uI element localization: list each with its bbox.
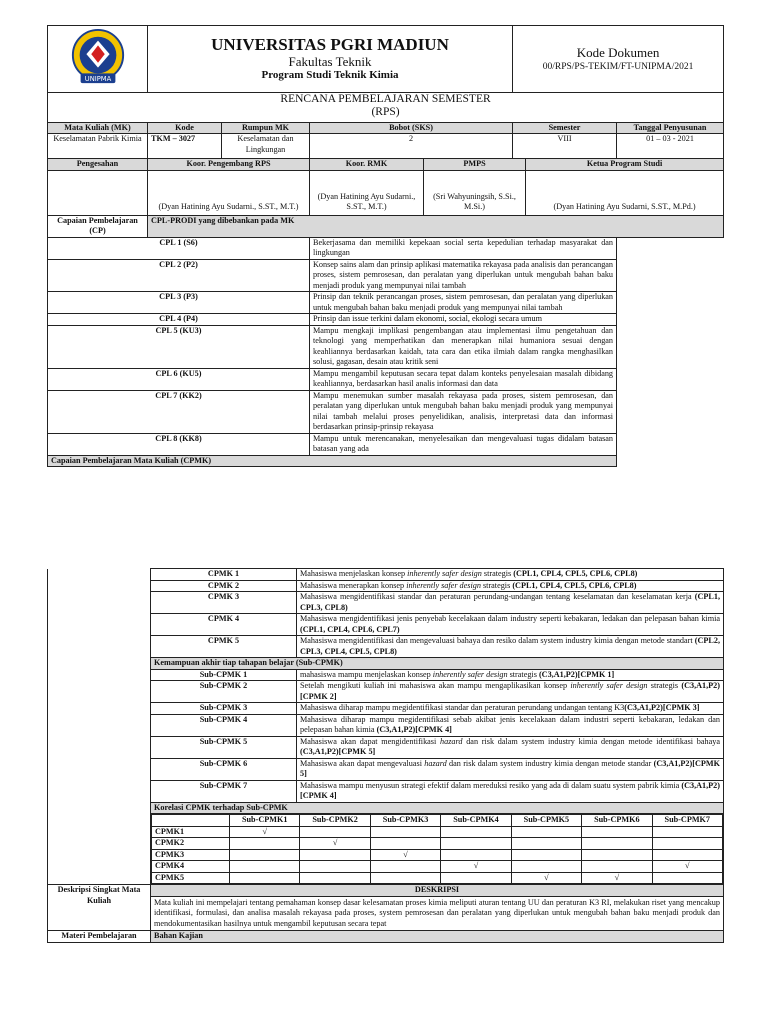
cpl-text: Mampu mengkaji implikasi pengembangan atau implementasi ilmu pengetahuan dan teknologi yang memperhatikan dan menerapkan nilai humaniora sesuai dengan keahliannya berdasarkan kaidah, tata cara dan etika ilmiah dalam rangka menghasilkan solusi, gagasan, desain atau kritik seni bbox=[310, 325, 617, 368]
kode-dokumen-cell bbox=[513, 26, 724, 93]
cpl-text: Mampu menemukan sumber masalah rekayasa pada proses, sistem pemrosesan, dan peralatan yang diperlukan untuk mengubah bahan baku menjadi produk yang mempunyai nilai tambah melalui proses penyelidikan, analisis, interpretasi data dan informasi berdasarkan prinsip-prinsip rekayasa bbox=[310, 390, 617, 433]
university-logo bbox=[69, 28, 127, 86]
cpl-row bbox=[48, 259, 724, 292]
corr-row-label: CPMK4 bbox=[152, 861, 230, 873]
left-spacer bbox=[48, 814, 151, 885]
kode-dokumen-label: Kode Dokumen bbox=[576, 44, 660, 60]
course-code: TKM – 3027 bbox=[148, 134, 222, 159]
course-rumpun: Keselamatan dan Lingkungan bbox=[222, 134, 310, 159]
sub-cpmk-a: Setelah mengikuti kuliah ini mahasiswa akan mampu mengaplikasikan konsep bbox=[300, 681, 571, 690]
cpl-row bbox=[48, 390, 724, 433]
left-spacer bbox=[48, 658, 151, 670]
left-spacer bbox=[48, 681, 151, 703]
correlation-matrix bbox=[151, 814, 723, 884]
cpl-row bbox=[48, 433, 724, 455]
cpmk-table bbox=[47, 568, 724, 943]
sub-cpmk-text bbox=[297, 758, 724, 780]
rps-title: RENCANA PEMBELAJARAN SEMESTER bbox=[280, 92, 491, 105]
sub-cpmk-row bbox=[48, 669, 724, 681]
course-semester: VIII bbox=[513, 134, 617, 159]
sub-cpmk-a: Mahasiswa diharap mampu megidentifikasi standar dan peraturan perundang undangan tentang K3 bbox=[300, 703, 625, 712]
cpmk-row bbox=[48, 636, 724, 658]
cpmk-row bbox=[48, 580, 724, 592]
faculty-name: Fakultas Teknik bbox=[288, 54, 372, 70]
cpl-text: Mampu mengambil keputusan secara tepat dalam konteks penyelesaian masalah dibidang keahliannya, berdasarkan hasil analis informasi dan data bbox=[310, 368, 617, 390]
sub-cpmk-a: mahasiswa mampu menjelaskan konsep bbox=[300, 669, 433, 679]
cpmk-rows bbox=[48, 569, 724, 658]
corr-check-mark: √ bbox=[300, 838, 370, 850]
deskripsi-label: Deskripsi Singkat Mata Kuliah bbox=[48, 885, 151, 931]
pengesahan-koor-rmk: Koor. RMK bbox=[310, 159, 424, 171]
signature-kaprodi: (Dyan Hatining Ayu Sudarni, S.ST., M.Pd.) bbox=[526, 170, 724, 215]
cpmk-ref: (CPL2, CPL3, CPL4, CPL5, CPL8) bbox=[300, 636, 720, 656]
cpmk-code: CPMK 4 bbox=[151, 614, 297, 636]
sub-cpmk-row bbox=[48, 681, 724, 703]
cpmk-b: strategis bbox=[481, 569, 514, 578]
sub-cpmk-a: Mahasiswa akan dapat mengidentifikasi bbox=[300, 736, 441, 746]
corr-empty-cell bbox=[230, 861, 300, 873]
corr-check-mark: √ bbox=[652, 861, 722, 873]
sub-cpmk-b: dan risk dalam system industry kimia dengan metode standar bbox=[446, 758, 654, 768]
cpmk-ref: (CPL1, CPL4, CPL5, CPL6, CPL8) bbox=[512, 580, 637, 590]
cpl-text: Konsep sains alam dan prinsip aplikasi matematika rekayasa pada analisis dan perancangan proses, sistem pemrosesan, dan peralatan yang diperlukan untuk mengubah bahan baku menjadi produk yang mempunyai nilai tambah bbox=[310, 259, 617, 292]
sub-cpmk-code: Sub-CPMK 7 bbox=[151, 780, 297, 802]
corr-check-mark: √ bbox=[230, 826, 300, 838]
left-spacer bbox=[48, 714, 151, 736]
cpmk-text bbox=[297, 614, 724, 636]
course-header-mk: Mata Kuliah (MK) bbox=[48, 122, 148, 134]
sub-cpmk-i: hazard bbox=[424, 758, 447, 768]
cpl-text: Prinsip dan teknik perancangan proses, sistem pemrosesan, dan peralatan yang diperlukan untuk mengubah bahan baku menjadi produk yang mempunyai nilai tambah bbox=[310, 292, 617, 314]
sub-cpmk-text bbox=[297, 780, 724, 802]
corr-empty-cell bbox=[441, 849, 511, 861]
program-name: Program Studi Teknik Kimia bbox=[261, 69, 399, 82]
cpmk-a: Mahasiswa mengidentifikasi standar dan peraturan perundang-undangan tentang keselamatan dan keselamatan kerja bbox=[300, 592, 695, 601]
cpl-row bbox=[48, 368, 724, 390]
cpmk-a: Mahasiswa menjelaskan konsep bbox=[300, 569, 408, 578]
cpl-row bbox=[48, 314, 724, 326]
corr-empty-cell bbox=[582, 861, 652, 873]
corr-col-header: Sub-CPMK4 bbox=[441, 815, 511, 827]
cpmk-row bbox=[48, 569, 724, 581]
sub-cpmk-a: Mahasiswa mampu menyusun strategi efektif dalam mereduksi resiko yang ada di dalam suatu system pabrik kimia bbox=[300, 780, 682, 790]
course-tanggal: 01 – 03 - 2021 bbox=[617, 134, 724, 159]
sub-cpmk-rows bbox=[48, 669, 724, 802]
left-spacer bbox=[48, 592, 151, 614]
corr-empty-cell bbox=[441, 872, 511, 884]
cp-label: Capaian Pembelajaran (CP) bbox=[48, 215, 148, 237]
corr-check-mark: √ bbox=[511, 872, 581, 884]
sub-cpmk-ref: (C3,A1,P2)[CPMK 2] bbox=[300, 681, 720, 701]
corr-empty-cell bbox=[582, 838, 652, 850]
corr-col-header: Sub-CPMK7 bbox=[652, 815, 722, 827]
corr-col-header: Sub-CPMK5 bbox=[511, 815, 581, 827]
materi-title: Bahan Kajian bbox=[151, 931, 724, 943]
sub-cpmk-code: Sub-CPMK 4 bbox=[151, 714, 297, 736]
materi-label: Materi Pembelajaran bbox=[48, 931, 151, 943]
cpl-text: Prinsip dan issue terkini dalam ekonomi, social, ekologi secara umum bbox=[310, 314, 617, 326]
cpmk-ref: (CPL1, CPL3, CPL8) bbox=[300, 592, 720, 612]
corr-empty-cell bbox=[652, 872, 722, 884]
corr-check-mark: √ bbox=[370, 849, 440, 861]
cpmk-i: inherently safer design bbox=[407, 569, 482, 578]
corr-empty-cell bbox=[441, 838, 511, 850]
corr-row-label: CPMK2 bbox=[152, 838, 230, 850]
sub-cpmk-b: strategis bbox=[507, 669, 539, 679]
cpmk-text bbox=[297, 580, 724, 592]
cpl-row bbox=[48, 292, 724, 314]
corr-empty-cell bbox=[300, 872, 370, 884]
sub-cpmk-ref: (C3,A1,P2)[CPMK 5] bbox=[300, 758, 720, 778]
course-header-semester: Semester bbox=[513, 122, 617, 134]
cpl-row bbox=[48, 325, 724, 368]
sub-cpmk-a: Mahasiswa diharap mampu megidentifikasi sebab akibat jenis kecelakaan dalam industri seperti kebakaran, ledakan dan pelepasan bahan kimia bbox=[300, 714, 720, 734]
sub-cpmk-title: Kemampuan akhir tiap tahapan belajar (Sub-CPMK) bbox=[151, 658, 724, 670]
corr-empty-cell bbox=[370, 826, 440, 838]
correlation-header-row bbox=[152, 815, 723, 827]
pengesahan-label: Pengesahan bbox=[48, 159, 148, 171]
course-header-kode: Kode bbox=[148, 122, 222, 134]
signature-koor-rmk: (Dyan Hatining Ayu Sudarni., S.ST., M.T.) bbox=[310, 170, 424, 215]
kode-dokumen-value: 00/RPS/PS-TEKIM/FT-UNIPMA/2021 bbox=[542, 61, 694, 72]
sub-cpmk-code: Sub-CPMK 5 bbox=[151, 736, 297, 758]
sub-cpmk-code: Sub-CPMK 1 bbox=[151, 669, 297, 681]
deskripsi-title: DESKRIPSI bbox=[151, 885, 723, 897]
cpmk-ref: (CPL1, CPL4, CPL6, CPL7) bbox=[300, 624, 400, 634]
corr-empty-cell bbox=[230, 872, 300, 884]
corr-empty-cell bbox=[652, 849, 722, 861]
sub-cpmk-row bbox=[48, 758, 724, 780]
cpl-text: Bekerjasama dan memiliki kepekaan social serta kepedulian terhadap masyarakat dan lingkungan bbox=[310, 237, 617, 259]
sub-cpmk-row bbox=[48, 703, 724, 715]
cpl-prodi-title: CPL-PRODI yang dibebankan pada MK bbox=[148, 215, 724, 237]
sub-cpmk-text bbox=[297, 669, 724, 681]
cpmk-row bbox=[48, 592, 724, 614]
corr-empty-cell bbox=[300, 826, 370, 838]
corr-row bbox=[152, 849, 723, 861]
corr-row-label: CPMK5 bbox=[152, 872, 230, 884]
corr-col-header: Sub-CPMK1 bbox=[230, 815, 300, 827]
cpmk-ref: (CPL1, CPL4, CPL5, CPL6, CPL8) bbox=[513, 569, 638, 578]
corr-empty-cell bbox=[230, 849, 300, 861]
left-spacer bbox=[48, 780, 151, 802]
corr-empty-cell bbox=[370, 861, 440, 873]
correlation-cell bbox=[151, 814, 724, 885]
cpl-code: CPL 5 (KU3) bbox=[48, 325, 310, 368]
sub-cpmk-b: dan risk dalam system industry kimia dengan metode identifikasi bahaya bbox=[462, 736, 720, 746]
corr-empty-cell bbox=[511, 826, 581, 838]
course-header-tanggal: Tanggal Penyusunan bbox=[617, 122, 724, 134]
sub-cpmk-text bbox=[297, 736, 724, 758]
rps-title-cell bbox=[48, 92, 724, 122]
corr-empty-cell bbox=[511, 861, 581, 873]
cpmk-code: CPMK 2 bbox=[151, 580, 297, 592]
title-cell bbox=[148, 26, 513, 93]
cpmk-text bbox=[297, 636, 724, 658]
corr-col-header: Sub-CPMK2 bbox=[300, 815, 370, 827]
left-spacer bbox=[48, 580, 151, 592]
cpl-code: CPL 1 (S6) bbox=[48, 237, 310, 259]
corr-empty-cell bbox=[652, 838, 722, 850]
sub-cpmk-text bbox=[297, 714, 724, 736]
cpmk-code: CPMK 1 bbox=[151, 569, 297, 581]
sub-cpmk-a: Mahasiswa akan dapat mengevaluasi bbox=[300, 758, 425, 768]
cpl-code: CPL 4 (P4) bbox=[48, 314, 310, 326]
correlation-body bbox=[152, 826, 723, 884]
course-header-rumpun: Rumpun MK bbox=[222, 122, 310, 134]
cpmk-i: inherently safer design bbox=[406, 580, 481, 590]
corr-empty-cell bbox=[582, 849, 652, 861]
left-spacer bbox=[48, 736, 151, 758]
correlation-title: Korelasi CPMK terhadap Sub-CPMK bbox=[151, 802, 724, 814]
left-spacer bbox=[48, 758, 151, 780]
corr-row bbox=[152, 872, 723, 884]
corr-corner bbox=[152, 815, 230, 827]
corr-empty-cell bbox=[582, 826, 652, 838]
sub-cpmk-ref: (C3,A1,P2)[CPMK 3] bbox=[624, 703, 700, 712]
sub-cpmk-i: hazard bbox=[440, 736, 463, 746]
rps-abbr: (RPS) bbox=[371, 105, 400, 118]
cpl-rows bbox=[48, 237, 724, 455]
corr-row bbox=[152, 861, 723, 873]
sub-cpmk-i: inherently safer design bbox=[432, 669, 508, 679]
logo-text: UNIPMA bbox=[84, 75, 111, 84]
left-spacer bbox=[48, 802, 151, 814]
cpl-code: CPL 2 (P2) bbox=[48, 259, 310, 292]
corr-empty-cell bbox=[652, 826, 722, 838]
left-spacer bbox=[48, 703, 151, 715]
corr-row-label: CPMK1 bbox=[152, 826, 230, 838]
sub-cpmk-i: inherently safer design bbox=[570, 681, 648, 690]
corr-row-label: CPMK3 bbox=[152, 849, 230, 861]
corr-empty-cell bbox=[300, 861, 370, 873]
corr-check-mark: √ bbox=[582, 872, 652, 884]
sub-cpmk-ref: (C3,A1,P2)[CPMK 1] bbox=[538, 669, 615, 679]
sub-cpmk-ref: (C3,A1,P2)[CPMK 5] bbox=[300, 747, 376, 756]
cpl-text: Mampu untuk merencanakan, menyelesaikan dan mengevaluasi tugas didalam batasan batasan yang ada bbox=[310, 433, 617, 455]
course-bobot: 2 bbox=[310, 134, 513, 159]
rps-header-table bbox=[47, 25, 724, 467]
cpmk-text bbox=[297, 592, 724, 614]
university-name: UNIVERSITAS PGRI MADIUN bbox=[211, 35, 449, 55]
cpl-code: CPL 7 (KK2) bbox=[48, 390, 310, 433]
left-spacer bbox=[48, 669, 151, 681]
sub-cpmk-ref: (C3,A1,P2)[CPMK 4] bbox=[300, 780, 720, 800]
left-spacer bbox=[48, 569, 151, 581]
cpl-code: CPL 3 (P3) bbox=[48, 292, 310, 314]
corr-row bbox=[152, 838, 723, 850]
course-header-bobot: Bobot (SKS) bbox=[310, 122, 513, 134]
sub-cpmk-code: Sub-CPMK 6 bbox=[151, 758, 297, 780]
cpl-row bbox=[48, 237, 724, 259]
corr-empty-cell bbox=[230, 838, 300, 850]
corr-empty-cell bbox=[370, 838, 440, 850]
course-name: Keselamatan Pabrik Kimia bbox=[48, 134, 148, 159]
corr-col-header: Sub-CPMK3 bbox=[370, 815, 440, 827]
logo-cell bbox=[48, 26, 148, 93]
page-two bbox=[47, 568, 723, 943]
cpmk-b: strategis bbox=[480, 580, 513, 590]
page-one bbox=[47, 25, 723, 467]
sub-cpmk-code: Sub-CPMK 2 bbox=[151, 681, 297, 703]
signature-blank bbox=[48, 170, 148, 215]
deskripsi-text: Mata kuliah ini mempelajari tentang pemahaman konsep dasar kelesamatan proses kimia meliputi aturan tentang UU dan peraturan K3 RI, melakukan riset yang mencakup identifikasi, formulasi, dan analisa masalah rekayasa pada proses, system pemrosesan dan peralatan yang diperlukan untuk mengubah bahan baku menjadi produk dan mendokumentasikan hasilnya untuk mengambil keputusan secara tepat bbox=[154, 897, 720, 928]
pengesahan-pmps: PMPS bbox=[424, 159, 526, 171]
cpmk-code: CPMK 5 bbox=[151, 636, 297, 658]
left-spacer bbox=[48, 636, 151, 658]
deskripsi-cell bbox=[151, 885, 724, 931]
cpmk-a: Mahasiswa mengidentifikasi jenis penyebab kecelakaan dalam industry seperti kebakaran, ledakan dan pelepasan bahan kimia bbox=[300, 614, 720, 623]
pengesahan-kaprodi: Ketua Program Studi bbox=[526, 159, 724, 171]
cpmk-row bbox=[48, 614, 724, 636]
cpmk-a: Mahasiswa mengidentifikasi dan mengevaluasi bahaya dan resiko dalam system industry kimia dengan metode standart bbox=[300, 636, 695, 645]
corr-empty-cell bbox=[441, 826, 511, 838]
sub-cpmk-code: Sub-CPMK 3 bbox=[151, 703, 297, 715]
corr-check-mark: √ bbox=[441, 861, 511, 873]
sub-cpmk-text bbox=[297, 681, 724, 703]
cpmk-text bbox=[297, 569, 724, 581]
left-spacer bbox=[48, 614, 151, 636]
sub-cpmk-text bbox=[297, 703, 724, 715]
sub-cpmk-b: strategis bbox=[647, 681, 682, 690]
cpl-code: CPL 8 (KK8) bbox=[48, 433, 310, 455]
pengesahan-koor-pengembang: Koor. Pengembang RPS bbox=[148, 159, 310, 171]
corr-empty-cell bbox=[300, 849, 370, 861]
sub-cpmk-row bbox=[48, 780, 724, 802]
cpl-code: CPL 6 (KU5) bbox=[48, 368, 310, 390]
corr-empty-cell bbox=[511, 838, 581, 850]
corr-row bbox=[152, 826, 723, 838]
sub-cpmk-ref: (C3,A1,P2)[CPMK 4] bbox=[376, 725, 452, 734]
signature-pmps: (Sri Wahyuningsih, S.Si., M.Si.) bbox=[424, 170, 526, 215]
sub-cpmk-row bbox=[48, 714, 724, 736]
corr-empty-cell bbox=[511, 849, 581, 861]
cpmk-title: Capaian Pembelajaran Mata Kuliah (CPMK) bbox=[48, 455, 617, 467]
cpmk-a: Mahasiswa menerapkan konsep bbox=[300, 580, 407, 590]
signature-koor-pengembang: (Dyan Hatining Ayu Sudarni., S.ST., M.T.) bbox=[148, 170, 310, 215]
cpmk-code: CPMK 3 bbox=[151, 592, 297, 614]
sub-cpmk-row bbox=[48, 736, 724, 758]
corr-col-header: Sub-CPMK6 bbox=[582, 815, 652, 827]
corr-empty-cell bbox=[370, 872, 440, 884]
